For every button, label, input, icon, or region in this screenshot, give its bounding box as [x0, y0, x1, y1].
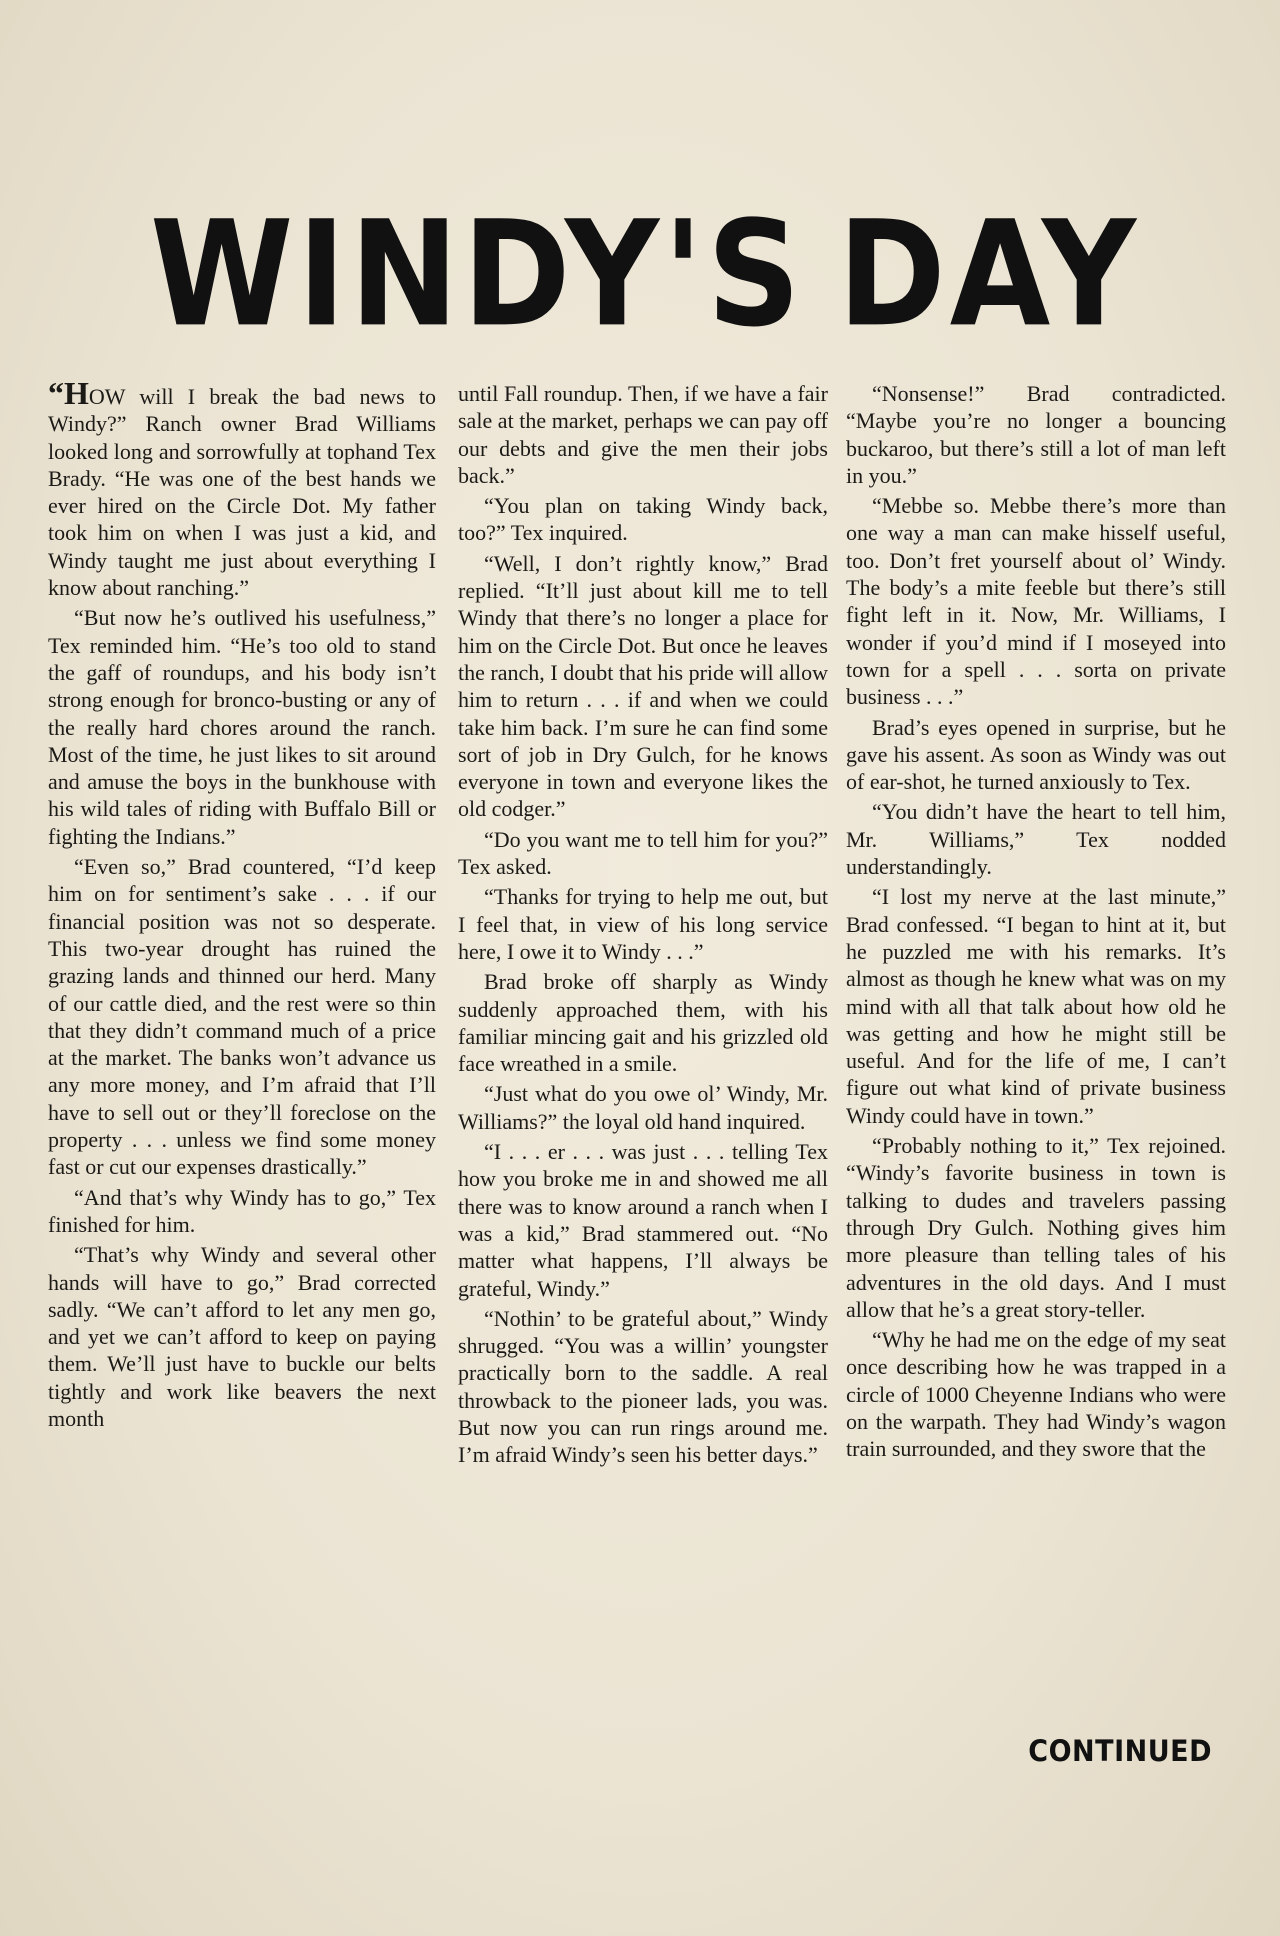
paragraph: “Nonsense!” Brad contradicted. “Maybe you’re no longer a bouncing buckaroo, but there’s still a lot of man left in you.” [846, 381, 1226, 488]
paragraph [48, 380, 436, 601]
paragraph-rest: OW will I break the bad news to Windy?” Ranch owner Brad Williams looked long and sorrowfully at tophand Tex Brady. “He was one of the best hands we ever hired on the Circle Dot. My father took him on when I was just a kid, and Windy taught me just about everything I know about ranching.” [48, 384, 436, 601]
text-column-2 [458, 380, 828, 1750]
paragraph: “Do you want me to tell him for you?” Tex asked. [458, 826, 828, 880]
paragraph: Brad broke off sharply as Windy suddenly approached them, with his familiar mincing gait and his grizzled old face wreathed in a smile. [458, 969, 828, 1077]
title-word-windys: WINDY'S [150, 188, 805, 360]
paragraph: “Probably nothing to it,” Tex rejoined. “Windy’s favorite business in town is talking to dudes and travelers passing through Dry Gulch. Nothing gives him more pleasure than telling tales of his adventures in the old days. And I must allow that he’s a great story-teller. [846, 1133, 1226, 1322]
dropcap: “H [48, 380, 89, 411]
paragraph: “You plan on taking Windy back, too?” Tex inquired. [458, 493, 828, 546]
paragraph: “You didn’t have the heart to tell him, Mr. Williams,” Tex nodded understandingly. [846, 799, 1226, 880]
paragraph: “That’s why Windy and several other hands will have to go,” Brad corrected sadly. “We can’t afford to let any men go, and yet we can’t afford to keep on paying them. We’ll just have to buckle our belts tightly and work like beavers the next month [48, 1242, 436, 1431]
story-title [150, 190, 1140, 358]
paragraph: “I lost my nerve at the last minute,” Brad confessed. “I began to hint at it, but he puzzled me with his remarks. It’s almost as though he knew what was on my mind with all that talk about how old he was getting and how he might still be useful. And for the life of me, I can’t figure out what kind of private business Windy could have in town.” [846, 884, 1226, 1128]
paragraph: “And that’s why Windy has to go,” Tex finished for him. [48, 1184, 436, 1237]
paragraph: until Fall roundup. Then, if we have a fair sale at the market, perhaps we can pay off our debts and give the men their jobs back.” [458, 381, 828, 488]
title-word-day: DAY [837, 188, 1140, 360]
paragraph: “Mebbe so. Mebbe there’s more than one way a man can make hisself useful, too. Don’t fret yourself about ol’ Windy. The body’s a mite feeble but there’s still fight left in it. Now, Mr. Williams, I wonder if you’d mind if I moseyed into town for a spell . . . sorta on private business . . .” [846, 493, 1226, 710]
paragraph: “I . . . er . . . was just . . . telling Tex how you broke me in and showed me all there was to know around a ranch when I was a kid,” Brad stammered out. “No matter what happens, I’ll always be grateful, Windy.” [458, 1139, 828, 1301]
paragraph: “But now he’s outlived his usefulness,” Tex reminded him. “He’s too old to stand the gaff of roundups, and his body isn’t strong enough for bronco-busting or any of the really hard chores around the ranch. Most of the time, he just likes to sit around and amuse the boys in the bunkhouse with his wild tales of riding with Buffalo Bill or fighting the Indians.” [48, 605, 436, 849]
continued-label: CONTINUED [1028, 1734, 1212, 1769]
text-column-1 [48, 380, 436, 1750]
paragraph: “Why he had me on the edge of my seat once describing how he was trapped in a circle of 1000 Cheyenne Indians who were on the warpath. They had Windy’s wagon train surrounded, and they swore that the [846, 1327, 1226, 1462]
paragraph: “Even so,” Brad countered, “I’d keep him on for sentiment’s sake . . . if our financial position was not so desperate. This two-year drought has ruined the grazing lands and thinned our herd. Many of our cattle died, and the rest were so thin that they didn’t command much of a price at the market. The banks won’t advance us any more money, and I’m afraid that I’ll have to sell out or they’ll foreclose on the property . . . unless we find some money fast or cut our expenses drastically.” [48, 854, 436, 1180]
paragraph: Brad’s eyes opened in surprise, but he gave his assent. As soon as Windy was out of ear-shot, he turned anxiously to Tex. [846, 714, 1226, 795]
paragraph: “Nothin’ to be grateful about,” Windy shrugged. “You was a willin’ youngster practically born to the saddle. A real throwback to the pioneer lads, you was. But now you can run rings around me. I’m afraid Windy’s seen his better days.” [458, 1305, 828, 1468]
paragraph: “Just what do you owe ol’ Windy, Mr. Williams?” the loyal old hand inquired. [458, 1081, 828, 1134]
text-column-3 [846, 380, 1226, 1750]
paragraph: “Well, I don’t rightly know,” Brad replied. “It’ll just about kill me to tell Windy that there’s no longer a place for him on the Circle Dot. But once he leaves the ranch, I doubt that his pride will allow him to return . . . if and when we could take him back. I’m sure he can find some sort of job in Dry Gulch, for he knows everyone in town and everyone likes the old codger.” [458, 550, 828, 822]
paragraph: “Thanks for trying to help me out, but I feel that, in view of his long service here, I owe it to Windy . . .” [458, 884, 828, 964]
